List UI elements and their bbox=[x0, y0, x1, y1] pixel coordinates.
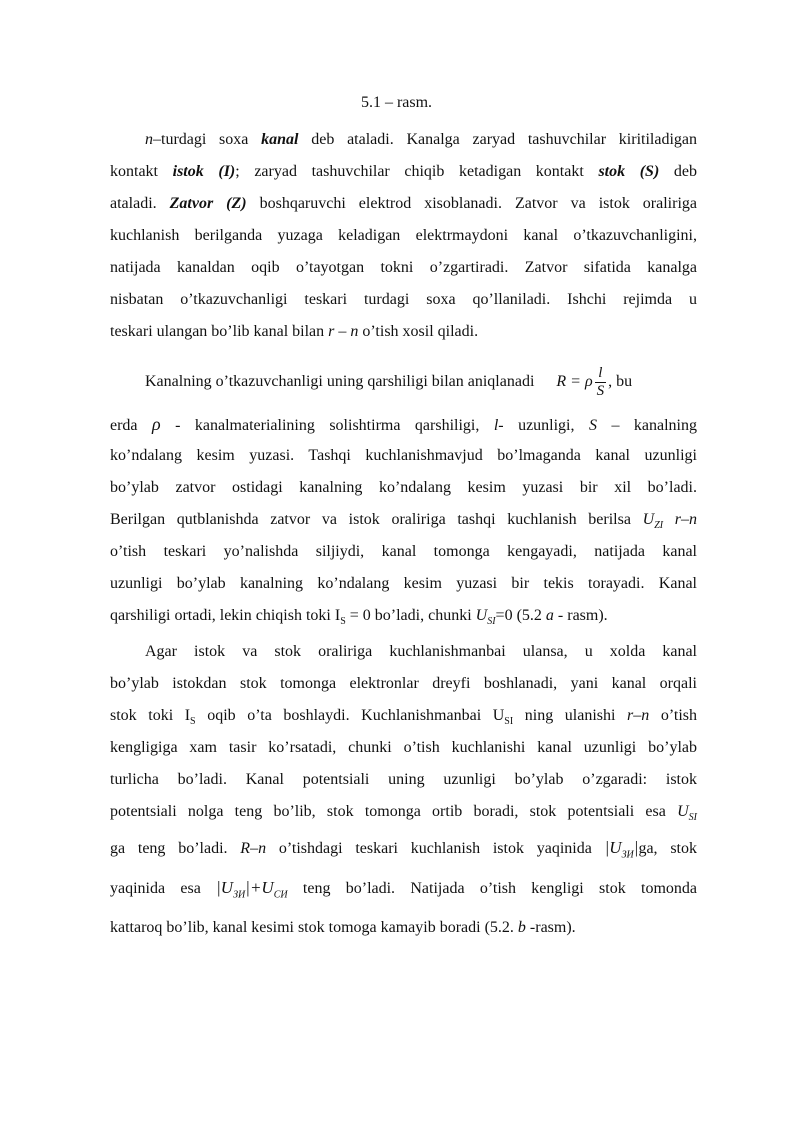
text-rn: R–n bbox=[240, 840, 267, 857]
subscript: СИ bbox=[273, 889, 288, 901]
paragraph-2-line-3: ko’ndalang kesim yuzasi. Tashqi kuchlanishmavjud bo’lmaganda kanal uzunligi bbox=[110, 447, 697, 464]
paragraph-3-line-2: bo’ylab istokdan stok tomonga elektronlar dreyfi boshlanadi, yani kanal orqali bbox=[110, 675, 697, 692]
rho-symbol: ρ bbox=[152, 414, 161, 434]
text-span: Kanalning o’tkazuvchanligi uning qarshiligi bilan aniqlanadi bbox=[145, 373, 535, 390]
text-b: b bbox=[517, 919, 526, 936]
subscript: SI bbox=[487, 616, 496, 628]
text-span: ning ulanishi bbox=[513, 707, 628, 724]
paragraph-1-line-3 bbox=[110, 194, 697, 214]
subscript: ZI bbox=[654, 520, 664, 532]
text-span: o’tish xosil qiladi. bbox=[358, 323, 479, 340]
paragraph-1-line-7 bbox=[110, 322, 697, 342]
text-a: a bbox=[545, 607, 554, 624]
paragraph-3-line-5: turlicha bo’ladi. Kanal potentsiali uning uzunligi bo’ylab o’zgaradi: istok bbox=[110, 771, 697, 788]
text-span: ; zaryad tashuvchilar chiqib ketadigan kontakt bbox=[235, 163, 599, 180]
subscript: SI bbox=[688, 812, 697, 824]
abs-open: |U bbox=[604, 838, 622, 857]
text-span: –turdagi soxa bbox=[153, 131, 262, 148]
text-s: S bbox=[588, 417, 597, 434]
formula-numerator: l bbox=[595, 365, 607, 383]
paragraph-3-line-6 bbox=[110, 802, 697, 828]
text-span: qarshiligi ortadi, lekin chiqish toki I bbox=[110, 607, 341, 624]
text-span: boshqaruvchi elektrod xisoblanadi. Zatvor va istok oralirigа bbox=[246, 195, 698, 212]
text-span: Berilgan qutblanishda zatvor va istok oralirigа tashqi kuchlanish berilsa bbox=[110, 511, 643, 528]
term-kanal: kanal bbox=[261, 131, 299, 148]
paragraph-3-line-7 bbox=[110, 838, 697, 865]
text-u: U bbox=[642, 511, 655, 528]
text-span: , bu bbox=[608, 373, 633, 390]
paragraph-2-line-6: o’tish teskari yo’nalishda siljiydi, kanal tomonga kengayadi, natijada kanal bbox=[110, 543, 697, 560]
text-span: deb bbox=[659, 163, 698, 180]
text-span: - kanalmaterialining solishtirma qarshiligi, bbox=[160, 417, 494, 434]
paragraph-3-line-8 bbox=[110, 878, 697, 905]
text-span: teng bo’ladi. Natijada o’tish kengligi stok tomonda bbox=[287, 880, 697, 897]
paragraph-1-line-4: kuchlanish berilganda yuzaga keladigan elektrmaydoni kanal o’tkazuvchanligini, bbox=[110, 227, 697, 244]
paragraph-3-line-1: Agar istok va stok oralirigа kuchlanishmanbai ulansa, u xolda kanal bbox=[145, 643, 697, 660]
text-span: - rasm). bbox=[553, 607, 608, 624]
paragraph-1-line-5: natijada kanaldan oqib o’tayotgan tokni o’zgartiradi. Zatvor sifatida kanalga bbox=[110, 259, 697, 276]
paragraph-2-line-8 bbox=[110, 606, 697, 632]
text-span: kattaroq bo’lib, kanal kesimi stok tomoga kamayib boradi (5.2. bbox=[110, 919, 518, 936]
text-u: U bbox=[475, 607, 488, 624]
paragraph-2-line-2 bbox=[110, 414, 697, 436]
text-u: U bbox=[677, 803, 689, 820]
term-zatvor: Zatvor (Z) bbox=[169, 195, 247, 212]
text-l: l bbox=[493, 417, 499, 434]
paragraph-3-line-9 bbox=[110, 918, 697, 938]
figure-caption: 5.1 – rasm. bbox=[360, 94, 433, 111]
text-span: = 0 bo’ladi, chunki bbox=[345, 607, 476, 624]
text-span: kontakt bbox=[110, 163, 173, 180]
paragraph-1-line-2 bbox=[110, 162, 697, 182]
text-rn: r – n bbox=[328, 323, 359, 340]
text-span: erda bbox=[110, 417, 152, 434]
paragraph-2-line-5 bbox=[110, 510, 697, 536]
abs-mid: |+U bbox=[245, 878, 274, 897]
text-span: stok toki I bbox=[110, 707, 191, 724]
paragraph-3-line-3 bbox=[110, 706, 697, 732]
formula-lhs: R = ρ bbox=[556, 373, 593, 390]
formula-fraction bbox=[595, 365, 607, 400]
paragraph-2-line-4: bo’ylab zatvor ostidagi kanalning ko’ndalang kesim yuzasi bir xil bo’ladi. bbox=[110, 479, 697, 496]
paragraph-3-line-4: kengligiga xam tasir ko’rsatadi, chunki o’tish kuchlanishi kanal uzunligi bo’ylab bbox=[110, 739, 697, 756]
text-span: o’tish bbox=[649, 707, 697, 724]
text-span: ga teng bo’ladi. bbox=[110, 840, 241, 857]
paragraph-2-line-1 bbox=[145, 362, 697, 402]
abs-sum-expression bbox=[216, 878, 288, 901]
text-n: n bbox=[145, 131, 153, 148]
subscript: ЗИ bbox=[621, 849, 634, 861]
resistance-formula bbox=[556, 362, 608, 402]
term-stok: stok (S) bbox=[598, 163, 660, 180]
text-span: - uzunligi, bbox=[498, 417, 589, 434]
text-span: ga, stok bbox=[638, 840, 698, 857]
formula-denominator: S bbox=[596, 382, 605, 399]
text-span: – kanalning bbox=[596, 417, 697, 434]
text-span: deb ataladi. Kanalga zaryad tashuvchilar kiritiladigan bbox=[298, 131, 698, 148]
subscript: S bbox=[340, 616, 346, 628]
text-span: potentsiali nolga teng bo’lib, stok tomonga ortib boradi, stok potentsiali esa bbox=[110, 803, 678, 820]
text-span: -rasm). bbox=[525, 919, 576, 936]
text-span: yaqinida esa bbox=[110, 880, 217, 897]
abs-open: |U bbox=[216, 878, 234, 897]
paragraph-2-line-7: uzunligi bo’ylab kanalning ko’ndalang kesim yuzasi bir tekis torayadi. Kanal bbox=[110, 575, 697, 592]
text-span: oqib o’ta boshlaydi. Kuchlanishmanbai U bbox=[195, 707, 505, 724]
text-span: =0 (5.2 bbox=[495, 607, 546, 624]
paragraph-1-line-6: nisbatan o’tkazuvchanligi teskari turdagi soxa qo’llaniladi. Ishchi rejimda u bbox=[110, 291, 697, 308]
text-span: o’tishdagi teskari kuchlanish istok yaqinida bbox=[266, 840, 605, 857]
abs-close: | bbox=[633, 838, 639, 857]
paragraph-1-line-1 bbox=[145, 130, 697, 150]
text-span: teskari ulangan bo’lib kanal bilan bbox=[110, 323, 329, 340]
text-rn: r–n bbox=[627, 707, 650, 724]
subscript: S bbox=[190, 716, 196, 728]
abs-u-zi bbox=[604, 838, 639, 861]
subscript: ЗИ bbox=[233, 889, 246, 901]
subscript: SI bbox=[504, 716, 514, 728]
text-span: ataladi. bbox=[110, 195, 170, 212]
term-istok: istok (I) bbox=[172, 163, 236, 180]
text-rn: r–n bbox=[663, 511, 698, 528]
